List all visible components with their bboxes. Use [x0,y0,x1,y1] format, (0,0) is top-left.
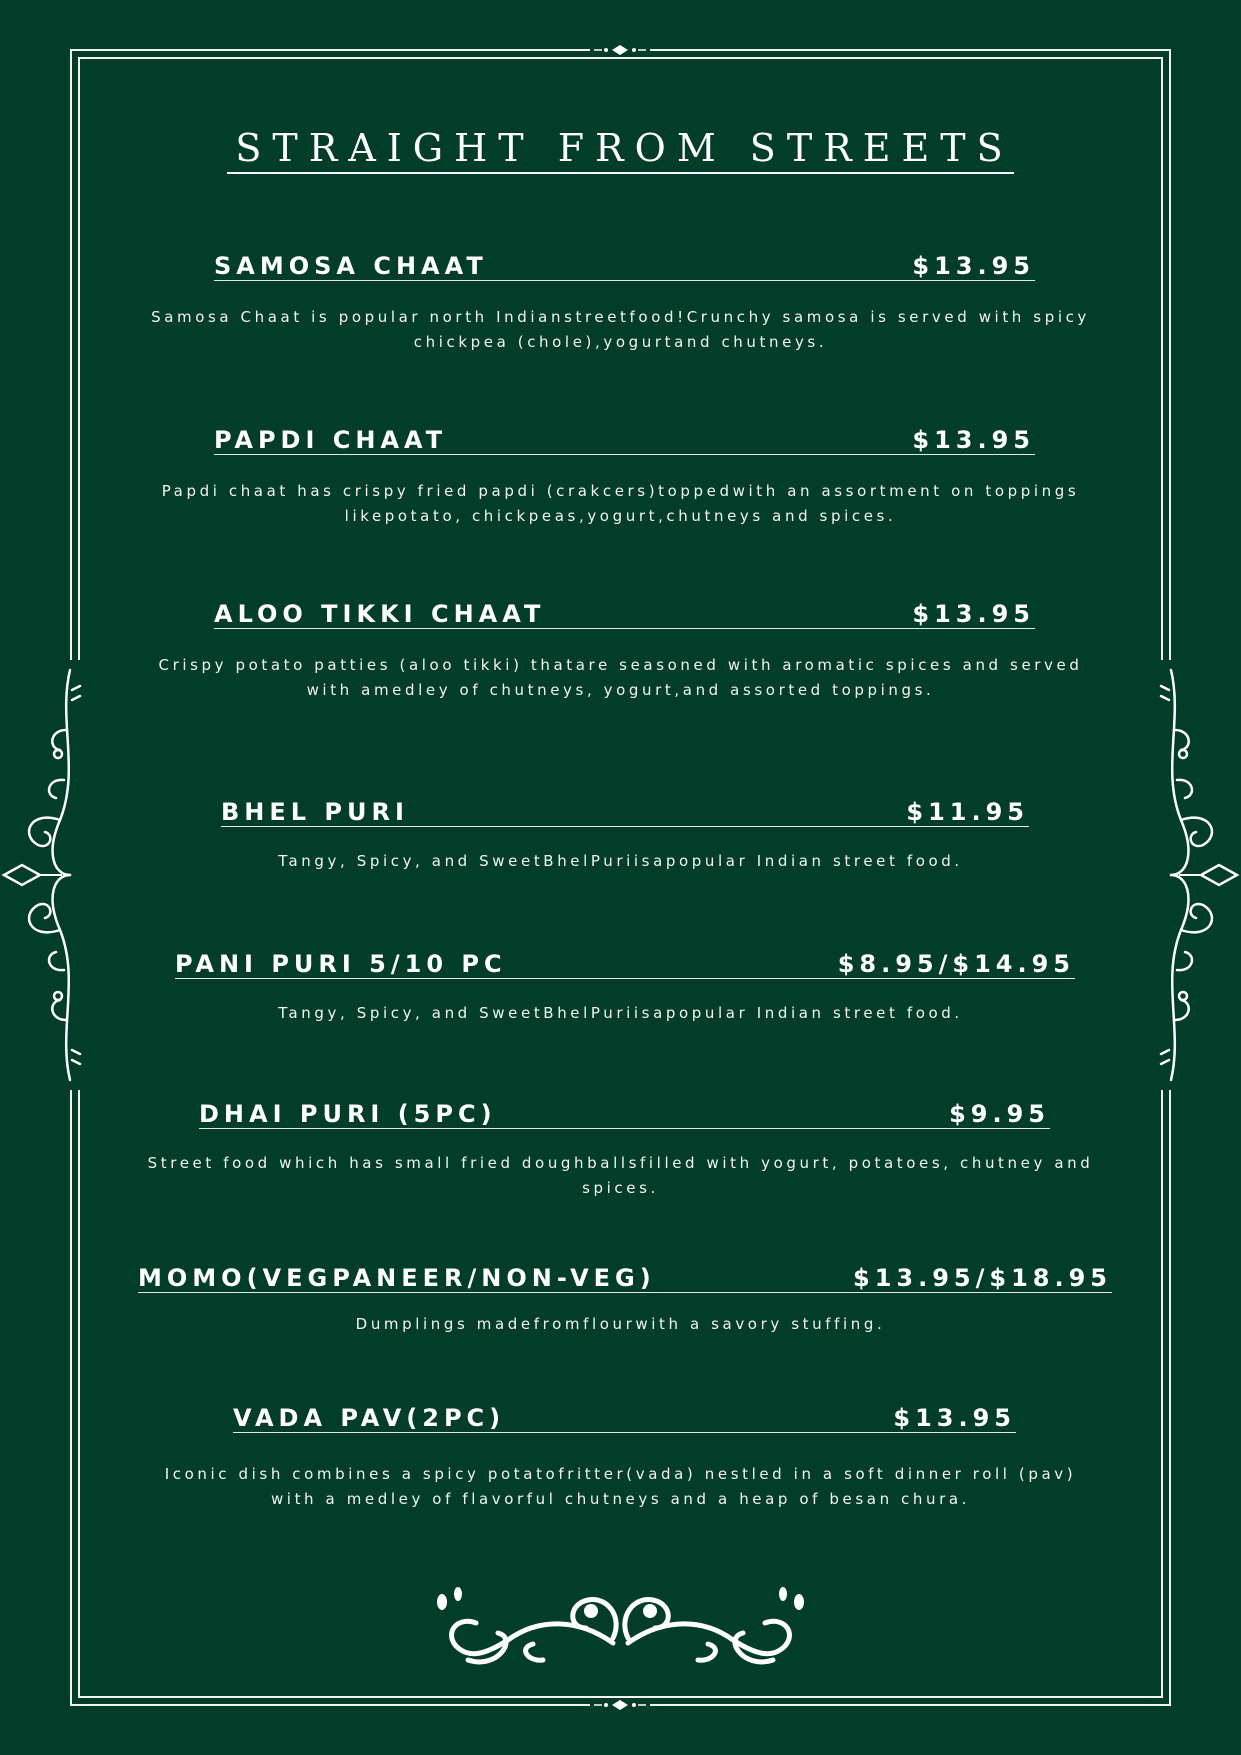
menu-item-header [138,1262,1112,1293]
menu-title-text: STRAIGHT FROM STREETS [227,126,1013,174]
item-name: DHAI PURI (5PC) [199,1100,497,1128]
item-name: VADA PAV(2PC) [233,1404,506,1432]
item-price: $13.95 [912,252,1035,280]
menu-frame-inner [78,57,1163,1698]
item-price: $9.95 [949,1100,1050,1128]
top-diamond-ornament-icon [590,43,650,57]
item-name: ALOO TIKKI CHAAT [214,600,546,628]
menu-item-header [233,1400,1016,1433]
left-scroll-ornament-icon [0,660,100,1090]
item-description: Tangy, Spicy, and SweetBhelPuriisapopular Indian street food. [278,852,963,870]
item-name: BHEL PURI [221,798,409,826]
item-description: Dumplings madefromflourwith a savory stuffing. [355,1315,886,1333]
item-description: Samosa Chaat is popular north Indianstreetfood!Crunchy samosa is served with spicy chickpea (chole),yogurtand chutneys. [151,308,1090,351]
menu-title [0,125,1241,171]
item-price: $13.95 [893,1404,1016,1432]
item-name: PANI PURI 5/10 PC [175,950,507,978]
right-scroll-ornament-icon [1141,660,1241,1090]
item-name: PAPDI CHAAT [214,426,448,454]
item-name: SAMOSA CHAAT [214,252,488,280]
item-price: $13.95/$18.95 [853,1264,1112,1292]
flourish-icon [428,1578,813,1670]
item-description: Iconic dish combines a spicy potatofritter(vada) nestled in a soft dinner roll (pav) with a medley of flavorful chutneys and a heap of besan chura. [164,1465,1077,1508]
item-description: Street food which has small fried doughballsfilled with yogurt, potatoes, chutney and spices. [147,1154,1094,1197]
item-description: Papdi chaat has crispy fried papdi (crakcers)toppedwith an assortment on toppings likepotato, chickpeas,yogurt,chutneys and spices. [161,482,1080,525]
menu-item-header [214,248,1035,281]
item-name: MOMO(VEGPANEER/NON-VEG) [138,1264,656,1292]
menu-item-header [214,422,1035,455]
bottom-diamond-ornament-icon [590,1698,650,1712]
item-price: $8.95/$14.95 [837,950,1075,978]
menu-item-header [221,794,1029,827]
item-price: $13.95 [912,426,1035,454]
menu-item-header [199,1096,1050,1129]
item-price: $11.95 [906,798,1029,826]
item-price: $13.95 [912,600,1035,628]
menu-item-header [214,596,1035,629]
item-description: Tangy, Spicy, and SweetBhelPuriisapopular Indian street food. [278,1004,963,1022]
item-description: Crispy potato patties (aloo tikki) thatare seasoned with aromatic spices and served with amedley of chutneys, yogurt,and assorted toppings. [158,656,1083,699]
menu-item-header [175,946,1075,979]
